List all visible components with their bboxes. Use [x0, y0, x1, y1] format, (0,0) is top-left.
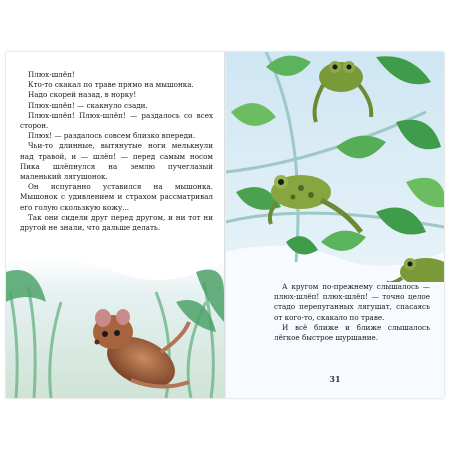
paragraph: А кругом по-прежнему слышалось — плюх-шлёп! плюх-шлёп! — точно целое стадо перепуганных лягушат, спасаясь от кого-то, скакало по траве.	[274, 282, 430, 322]
right-page-text	[274, 282, 430, 343]
paragraph: Кто-то скакал по траве прямо на мышонка.	[28, 80, 194, 90]
book-spread	[6, 52, 444, 398]
paragraph: И всё ближе и ближе слышалось лёгкое быстрое шуршание.	[274, 322, 430, 343]
paragraph: Так они сидели друг перед другом, и ни тот ни другой не знали, что дальше делать.	[20, 212, 213, 233]
page-number: 31	[329, 374, 341, 384]
paragraph: Плюх! — раздалось совсем близко впереди.	[28, 131, 196, 141]
paragraph: Чьи-то длинные, вытянутые ноги мелькнули над травой, и — шлёп! — перед самым носом Пика шлёпнулся на землю пучеглазый маленький лягушонок.	[20, 141, 213, 182]
paragraph: Плюх-шлёп! Плюх-шлёп! — раздалось со всех сторон.	[20, 110, 213, 131]
paragraph: Он испуганно уставился на мышонка. Мышонок с удивлением и страхом рассматривал его голую скользкую кожу...	[20, 182, 213, 212]
mouse-illustration	[6, 232, 224, 398]
paragraph: Плюх-шлёп! — скакнуло сзади.	[28, 100, 148, 110]
frogs-illustration	[226, 52, 444, 282]
paragraph: Надо скорей назад, в норку!	[28, 90, 137, 100]
right-page	[226, 52, 444, 398]
paragraph: Плюх-шлёп!	[28, 70, 75, 79]
left-page-text	[20, 70, 213, 233]
left-page	[6, 52, 224, 398]
